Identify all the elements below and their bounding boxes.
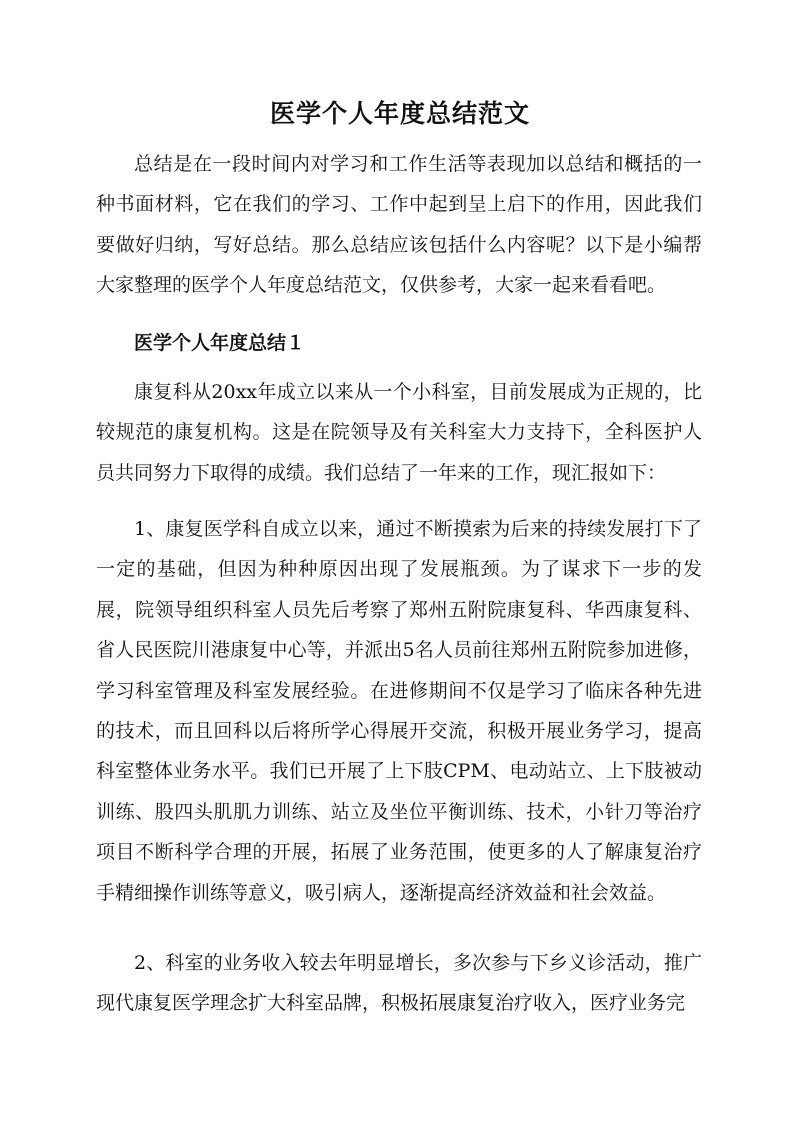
body-paragraph-3: 2、科室的业务收入较去年明显增长，多次参与下乡义诊活动，推广现代康复医学理念扩大科室品牌，积极拓展康复治疗收入，医疗业务完 <box>96 952 702 1015</box>
body-paragraph-1: 康复科从20xx年成立以来从一个小科室，目前发展成为正规的，比较规范的康复机构。这是在院领导及有关科室大力支持下，全科医护人员共同努力下取得的成绩。我们总结了一年来的工作，现汇报如下： <box>96 381 702 484</box>
section-heading: 医学个人年度总结１ <box>134 332 306 354</box>
body-paragraph-2: 1、康复医学科自成立以来，通过不断摸索为后来的持续发展打下了一定的基础，但因为种种原因出现了发展瓶颈。为了谋求下一步的发展，院领导组织科室人员先后考察了郑州五附院康复科、华西康复科、省人民医院川港康复中心等，并派出5名人员前往郑州五附院参加进修，学习科室管理及科室发展经验。在进修期间不仅是学习了临床各种先进的技术，而且回科以后将所学心得展开交流，积极开展业务学习，提高科室整体业务水平。我们已开展了上下肢CPM、电动站立、上下肢被动训练、股四头肌肌力训练、站立及坐位平衡训练、技术，小针刀等治疗项目不断科学合理的开展，拓展了业务范围，使更多的人了解康复治疗手精细操作训练等意义，吸引病人，逐渐提高经济效益和社会效益。 <box>96 518 702 904</box>
intro-paragraph: 总结是在一段时间内对学习和工作生活等表现加以总结和概括的一种书面材料，它在我们的学习、工作中起到呈上启下的作用，因此我们要做好归纳，写好总结。那么总结应该包括什么内容呢？以下是小编帮大家整理的医学个人年度总结范文，仅供参考，大家一起来看看吧。 <box>96 153 702 297</box>
document-title: 医学个人年度总结范文 <box>269 99 530 128</box>
